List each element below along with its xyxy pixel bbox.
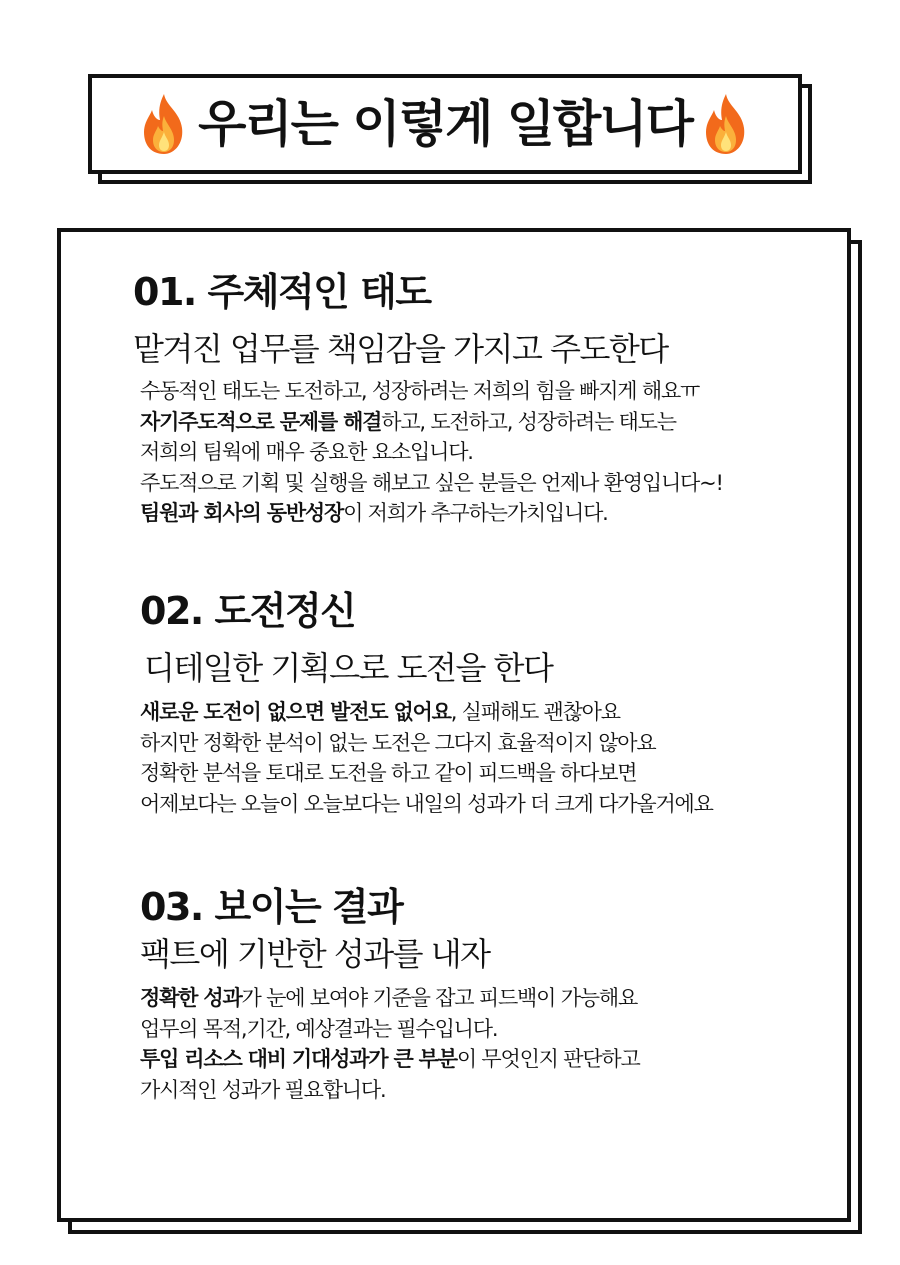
body-line — [140, 437, 813, 468]
section-title: 03. 보이는 결과 — [140, 885, 403, 929]
body-line — [140, 697, 820, 728]
section-subtitle: 디테일한 기획으로 도전을 한다 — [144, 648, 553, 687]
body-text: 주도적으로 기획 및 실행을 해보고 싶은 분들은 언제나 환영입니다~! — [140, 470, 723, 495]
body-text: 정확한 분석을 토대로 도전을 하고 같이 피드백을 하다보면 — [140, 761, 637, 786]
page-title: 우리는 이렇게 일합니다 — [198, 95, 692, 153]
body-line — [140, 728, 820, 759]
title-box — [88, 74, 802, 174]
body-line — [140, 407, 813, 438]
fire-icon — [136, 92, 192, 156]
body-line — [140, 468, 813, 499]
body-text: , 실패해도 괜찮아요 — [450, 700, 620, 725]
body-text: 업무의 목적,기간, 예상결과는 필수입니다. — [140, 1016, 498, 1041]
body-line — [140, 1075, 820, 1106]
section-title: 02. 도전정신 — [140, 589, 356, 633]
body-text: 저희의 팀웍에 매우 중요한 요소입니다. — [140, 440, 473, 465]
body-text: 수동적인 태도는 도전하고, 성장하려는 저희의 힘을 빠지게 해요ㅠ — [140, 379, 700, 404]
emphasis-text: 새로운 도전이 없으면 발전도 없어요 — [140, 700, 451, 725]
body-text: 가시적인 성과가 필요합니다. — [140, 1077, 386, 1102]
section-subtitle: 맡겨진 업무를 책임감을 가지고 주도한다 — [133, 329, 668, 368]
body-line — [140, 498, 813, 529]
emphasis-text: 정확한 성과 — [140, 986, 242, 1011]
section-challenge-spirit — [140, 591, 820, 819]
emphasis-text: 투입 리소스 대비 기대성과가 큰 부분 — [140, 1047, 457, 1072]
section-body — [140, 697, 820, 819]
fire-icon — [698, 92, 754, 156]
body-text: 가 눈에 보여야 기준을 잡고 피드백이 가능해요 — [241, 986, 638, 1011]
body-line — [140, 376, 813, 407]
section-title: 01. 주체적인 태도 — [133, 270, 431, 314]
emphasis-text: 팀원과 회사의 동반성장 — [140, 501, 344, 526]
section-body — [140, 983, 820, 1105]
section-proactive-attitude — [133, 272, 813, 529]
body-text: 어제보다는 오늘이 오늘보다는 내일의 성과가 더 크게 다가올거에요 — [140, 791, 713, 816]
section-visible-results — [140, 887, 820, 1105]
body-line — [140, 789, 820, 820]
body-text: 이 무엇인지 판단하고 — [456, 1047, 640, 1072]
body-line — [140, 1014, 820, 1045]
body-text: 하지만 정확한 분석이 없는 도전은 그다지 효율적이지 않아요 — [140, 730, 656, 755]
body-line — [140, 758, 820, 789]
body-text: 하고, 도전하고, 성장하려는 태도는 — [381, 409, 676, 434]
emphasis-text: 자기주도적으로 문제를 해결 — [140, 409, 382, 434]
body-text: 이 저희가 추구하는가치입니다. — [343, 501, 608, 526]
body-line — [140, 983, 820, 1014]
body-line — [140, 1044, 820, 1075]
section-subtitle: 팩트에 기반한 성과를 내자 — [140, 934, 490, 973]
section-body — [133, 376, 813, 529]
